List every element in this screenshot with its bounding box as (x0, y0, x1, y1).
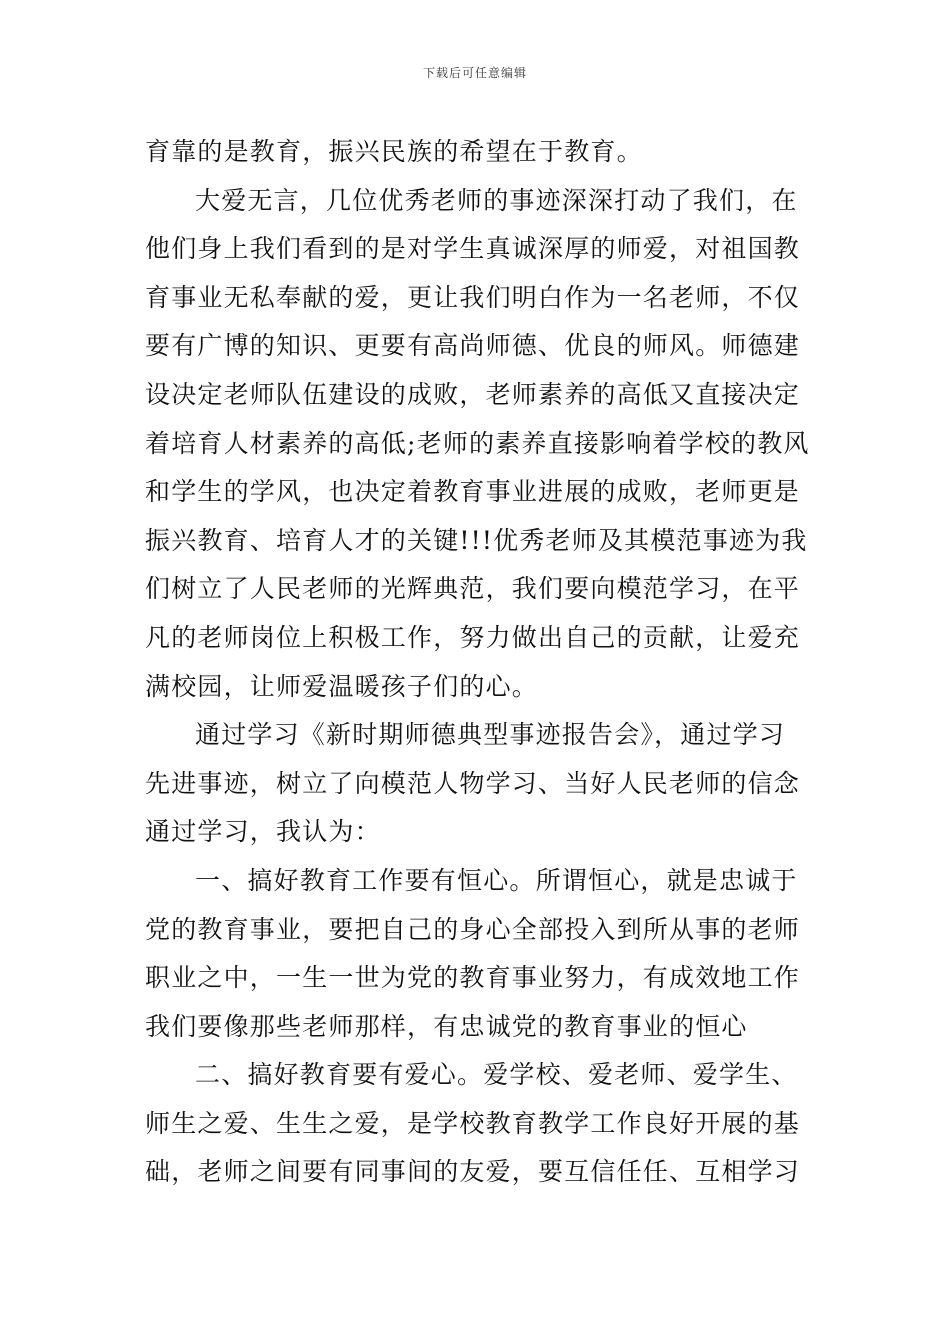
text-line: 凡的老师岗位上积极工作，努力做出自己的贡献，让爱充 (145, 622, 801, 652)
text-line: 我们要像那些老师那样，有忠诚党的教育事业的恒心 (145, 1011, 748, 1041)
text-line: 设决定老师队伍建设的成败，老师素养的高低又直接决定 (145, 379, 801, 409)
text-line: 二、搞好教育要有爱心。爱学校、爱老师、爱学生、 (195, 1060, 798, 1090)
text-line: 们树立了人民老师的光辉典范，我们要向模范学习，在平 (145, 574, 801, 604)
text-line: 他们身上我们看到的是对学生真诚深厚的师爱，对祖国教 (145, 234, 801, 264)
text-line: 通过学习，我认为： (145, 817, 381, 847)
page-header: 下载后可任意编辑 (422, 66, 527, 80)
text-line: 础，老师之间要有同事间的友爱，要互信任任、互相学习 (145, 1157, 801, 1187)
text-line: 着培育人材素养的高低;老师的素养直接影响着学校的教风 (145, 428, 810, 458)
text-line: 师生之爱、生生之爱，是学校教育教学工作良好开展的基 (145, 1108, 801, 1138)
text-line: 先进事迹，树立了向模范人物学习、当好人民老师的信念 (145, 768, 801, 798)
body-text (145, 128, 810, 1197)
text-line: 通过学习《新时期师德典型事迹报告会》，通过学习 (195, 720, 786, 750)
text-line: 一、搞好教育工作要有恒心。所谓恒心，就是忠诚于 (195, 865, 798, 895)
text-line: 大爱无言，几位优秀老师的事迹深深打动了我们，在 (195, 185, 798, 215)
text-line: 育靠的是教育，振兴民族的希望在于教育。 (145, 137, 643, 166)
text-line: 职业之中，一生一世为党的教育事业努力，有成效地工作 (145, 963, 801, 993)
text-line: 育事业无私奉献的爱，更让我们明白作为一名老师，不仅 (145, 282, 801, 312)
text-line: 和学生的学风，也决定着教育事业进展的成败，老师更是 (145, 477, 801, 507)
text-line: 要有广博的知识、更要有高尚师德、优良的师风。师德建 (145, 331, 801, 361)
text-line: 满校园，让师爱温暖孩子们的心。 (145, 671, 539, 701)
text-line: 党的教育事业，要把自己的身心全部投入到所从事的老师 (145, 914, 801, 944)
text-line: 振兴教育、培育人才的关键!!!优秀老师及其模范事迹为我 (145, 525, 808, 555)
